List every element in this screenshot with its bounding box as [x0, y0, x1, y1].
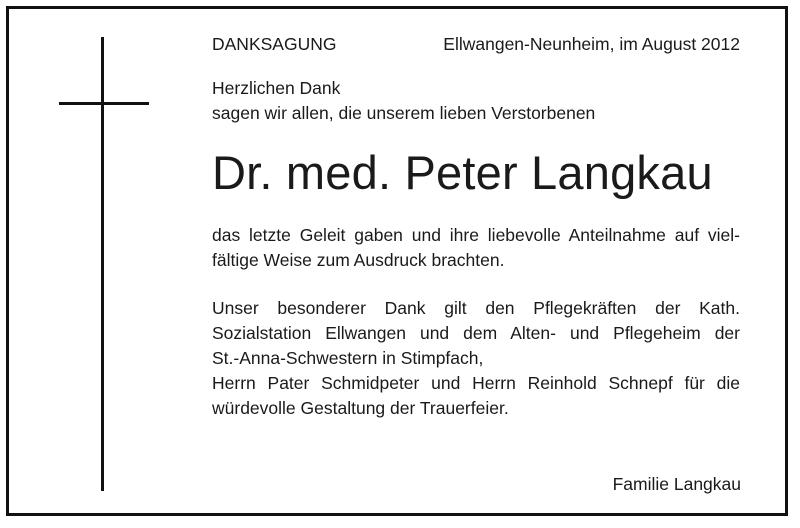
- paragraph-2-line: St.-Anna-Schwestern in Stimpfach,: [212, 348, 484, 368]
- paragraph-1: [212, 223, 740, 273]
- notice-title: DANKSAGUNG: [212, 34, 337, 54]
- paragraph-1-line: fältige Weise zum Ausdruck brachten.: [212, 250, 505, 270]
- paragraph-2: [212, 296, 740, 421]
- intro-text: [212, 76, 740, 126]
- cross-vertical-bar: [101, 37, 104, 491]
- notice-header: [212, 30, 740, 58]
- intro-line-2: sagen wir allen, die unserem lieben Verstorbenen: [212, 103, 596, 123]
- paragraph-2-line: Unser besonderer Dank gilt den Pflegekräften der Kath.: [212, 298, 740, 318]
- paragraph-1-line: das letzte Geleit gaben und ihre liebevolle Anteilnahme auf viel-: [212, 225, 740, 245]
- paragraph-2-line: Herrn Pater Schmidpeter und Herrn Reinhold Schnepf für die: [212, 373, 740, 393]
- place-date: Ellwangen-Neunheim, im August 2012: [443, 34, 740, 54]
- paragraph-2-line: würdevolle Gestaltung der Trauerfeier.: [212, 398, 509, 418]
- signature: Familie Langkau: [612, 474, 741, 494]
- deceased-name: Dr. med. Peter Langkau: [212, 146, 713, 199]
- cross-horizontal-bar: [59, 102, 149, 105]
- notice-content: [212, 30, 740, 421]
- paragraph-2-line: Sozialstation Ellwangen und dem Alten- und Pflegeheim der: [212, 323, 740, 343]
- intro-line-1: Herzlichen Dank: [212, 78, 341, 98]
